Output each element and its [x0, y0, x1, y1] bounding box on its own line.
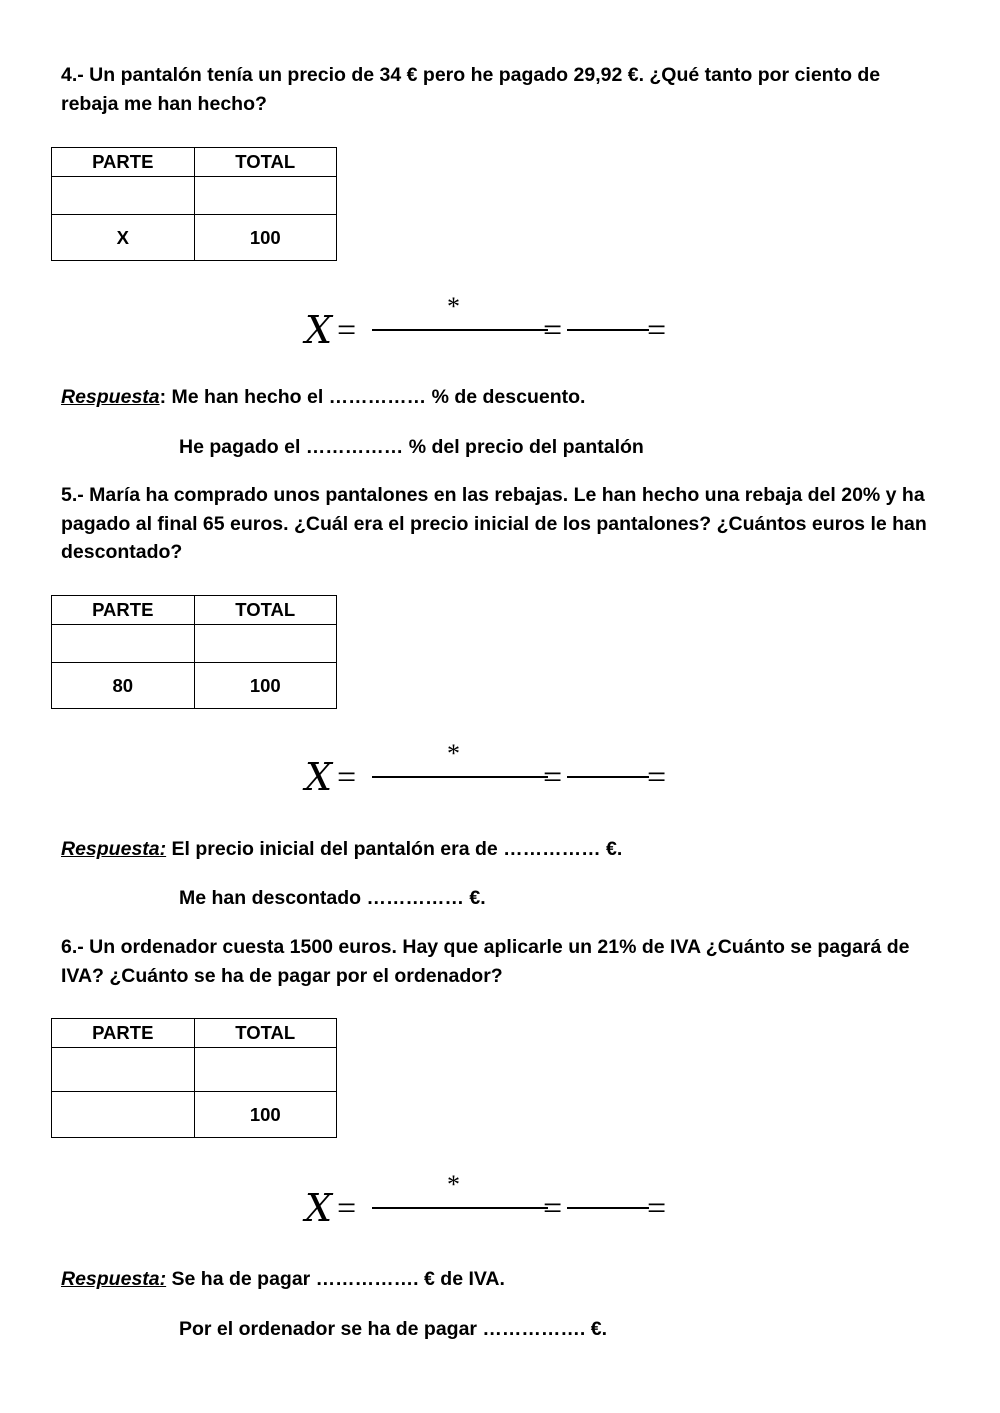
answer-label: Respuesta: — [61, 1268, 167, 1290]
table-header-total: TOTAL — [194, 596, 337, 625]
table-header-total: TOTAL — [194, 1019, 337, 1048]
formula-multiply-sign: * — [447, 292, 460, 321]
problem-5-answer-line-2: Me han descontado …………… €. — [179, 887, 486, 909]
formula-x: X — [305, 755, 333, 799]
table-cell-parte: 80 — [52, 663, 195, 709]
problem-6-answer-line-2: Por el ordenador se ha de pagar ……………. €. — [179, 1318, 608, 1340]
formula-x: X — [305, 1186, 333, 1230]
table-header-parte: PARTE — [52, 148, 195, 177]
formula-multiply-sign: * — [447, 739, 460, 768]
problem-5-answer-line-1 — [61, 836, 622, 862]
fraction-bar — [372, 1207, 548, 1209]
formula-equals: = — [543, 759, 563, 796]
problem-5-question: 5.- María ha comprado unos pantalones en las rebajas. Le han hecho una rebaja del 20% y ha pagado al final 65 euros. ¿Cuál era el precio inicial de los pantalones? ¿Cuántos euros le han descontado? — [61, 484, 927, 563]
problem-4-answer-line-1 — [61, 384, 585, 410]
formula-equals: = — [647, 759, 667, 796]
fraction-bar — [567, 329, 649, 331]
formula-equals: = — [543, 312, 563, 349]
table-cell-parte[interactable] — [52, 1092, 195, 1138]
problem-5-formula — [305, 741, 685, 801]
fraction-bar — [567, 776, 649, 778]
formula-equals: = — [337, 759, 357, 796]
problem-6-question: 6.- Un ordenador cuesta 1500 euros. Hay que aplicarle un 21% de IVA ¿Cuánto se pagará de IVA? ¿Cuánto se ha de pagar por el ordenador? — [61, 936, 910, 987]
table-cell-parte: X — [52, 215, 195, 261]
table-cell-parte[interactable] — [52, 1048, 195, 1092]
problem-4-formula — [305, 294, 685, 354]
formula-equals: = — [647, 312, 667, 349]
table-header-total: TOTAL — [194, 148, 337, 177]
problem-6-formula — [305, 1172, 685, 1232]
answer-text: El precio inicial del pantalón era de …………… €. — [166, 838, 623, 860]
problem-6-answer-line-1 — [61, 1266, 505, 1292]
problem-4-table — [51, 147, 337, 261]
formula-equals: = — [647, 1190, 667, 1227]
table-header-parte: PARTE — [52, 1019, 195, 1048]
fraction-bar — [372, 776, 548, 778]
table-cell-total: 100 — [194, 663, 337, 709]
fraction-bar — [372, 329, 548, 331]
answer-text: : Me han hecho el …………… % de descuento. — [159, 386, 586, 408]
table-cell-total: 100 — [194, 215, 337, 261]
formula-x: X — [305, 308, 333, 352]
answer-text: Se ha de pagar ……………. € de IVA. — [166, 1268, 505, 1290]
table-cell-parte[interactable] — [52, 625, 195, 663]
answer-label: Respuesta: — [61, 838, 167, 860]
formula-multiply-sign: * — [447, 1170, 460, 1199]
fraction-bar — [567, 1207, 649, 1209]
table-header-parte: PARTE — [52, 596, 195, 625]
problem-5-table — [51, 595, 337, 709]
problem-4-answer-line-2: He pagado el …………… % del precio del pantalón — [179, 436, 644, 458]
formula-equals: = — [337, 1190, 357, 1227]
table-cell-total[interactable] — [194, 625, 337, 663]
table-cell-total: 100 — [194, 1092, 337, 1138]
answer-label: Respuesta — [61, 386, 160, 408]
problem-4-question: 4.- Un pantalón tenía un precio de 34 € pero he pagado 29,92 €. ¿Qué tanto por ciento de rebaja me han hecho? — [61, 64, 881, 115]
formula-equals: = — [543, 1190, 563, 1227]
formula-equals: = — [337, 312, 357, 349]
table-cell-total[interactable] — [194, 177, 337, 215]
table-cell-parte[interactable] — [52, 177, 195, 215]
table-cell-total[interactable] — [194, 1048, 337, 1092]
problem-6-table — [51, 1018, 337, 1138]
